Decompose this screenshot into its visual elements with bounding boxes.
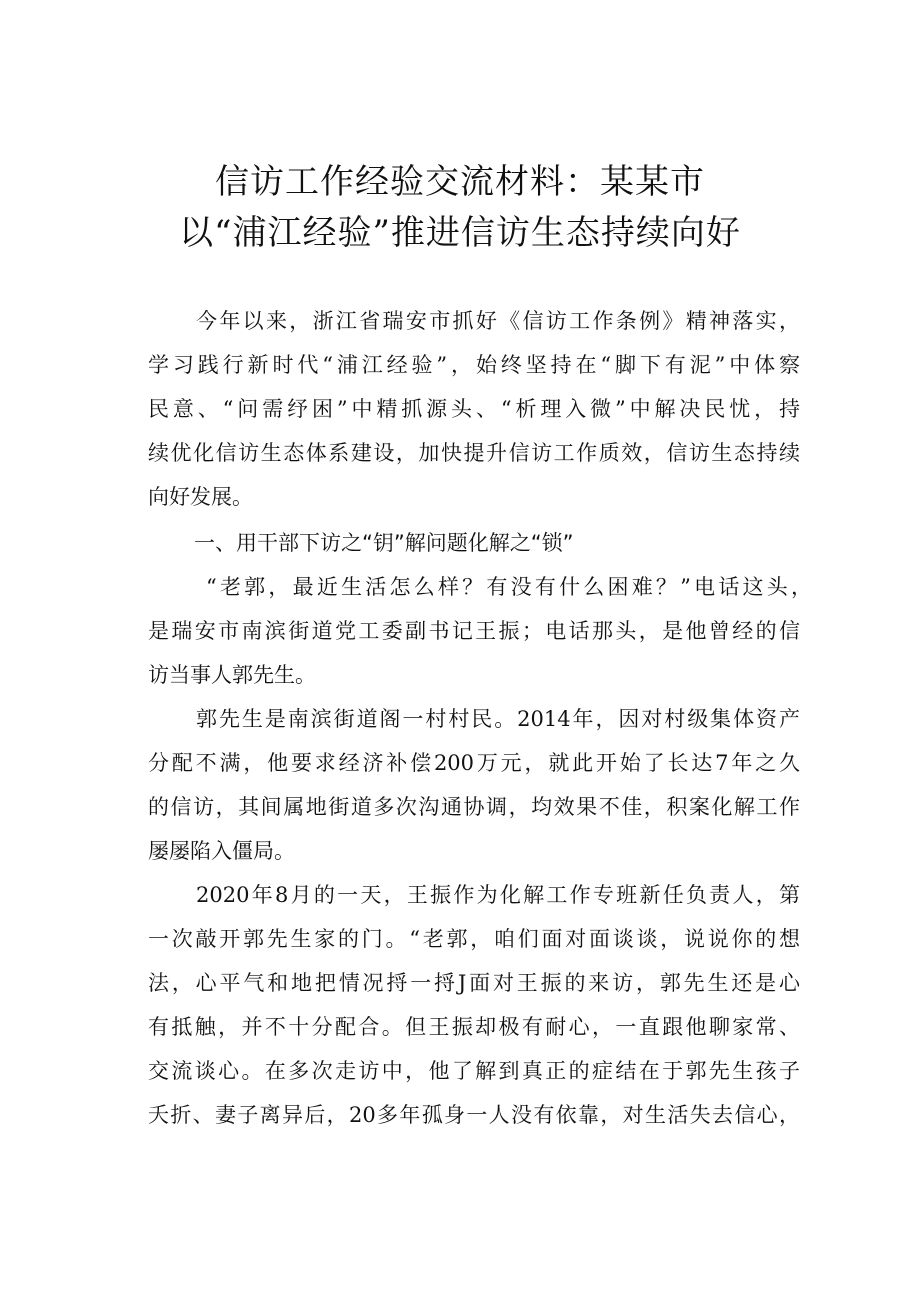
paragraph-line: 是瑞安市南滨街道党工委副书记王振；电话那头，是他曾经的信 — [148, 619, 800, 643]
paragraph-line: 学习践行新时代“浦江经验”，始终坚持在“脚下有泥”中体察 — [148, 353, 800, 377]
paragraph-line: 屡屡陷入僵局。 — [148, 839, 295, 863]
paragraph-line: 法，心平气和地把情况捋一捋J面对王振的来访，郭先生还是心 — [148, 971, 800, 995]
paragraph-line: 民意、“问需纾困”中精抓源头、“析理入微”中解决民忧，持 — [148, 397, 800, 421]
paragraph-line: 向好发展。 — [148, 485, 253, 509]
document-title-line-2: 以“浦江经验”推进信访生态持续向好 — [179, 213, 741, 253]
paragraph-line: 访当事人郭先生。 — [148, 663, 316, 687]
paragraph-line: 交流谈心。在多次走访中，他了解到真正的症结在于郭先生孩子 — [148, 1059, 800, 1083]
paragraph-line: “老郭，最近生活怎么样？有没有什么困难？”电话这头， — [206, 575, 812, 599]
paragraph-line: 今年以来，浙江省瑞安市抓好《信访工作条例》精神落实， — [196, 309, 800, 333]
document-title-line-1: 信访工作经验交流材料：某某市 — [215, 162, 705, 202]
section-heading: 一、用干部下访之“钥”解问题化解之“锁” — [194, 531, 574, 555]
paragraph-line: 一次敲开郭先生家的门。“老郭，咱们面对面谈谈，说说你的想 — [148, 927, 800, 951]
paragraph-line: 有抵触，并不十分配合。但王振却极有耐心，一直跟他聊家常、 — [148, 1015, 800, 1039]
paragraph-line: 分配不满，他要求经济补偿200万元，就此开始了长达7年之久 — [148, 751, 800, 775]
paragraph-line: 郭先生是南滨街道阁一村村民。2014年，因对村级集体资产 — [196, 707, 800, 731]
paragraph-line: 夭折、妻子离异后，20多年孤身一人没有依靠，对生活失去信心， — [148, 1103, 800, 1127]
paragraph-line: 2020年8月的一天，王振作为化解工作专班新任负责人，第 — [196, 883, 800, 907]
paragraph-line: 续优化信访生态体系建设，加快提升信访工作质效，信访生态持续 — [148, 441, 800, 465]
paragraph-line: 的信访，其间属地街道多次沟通协调，均效果不佳，积案化解工作 — [148, 795, 800, 819]
